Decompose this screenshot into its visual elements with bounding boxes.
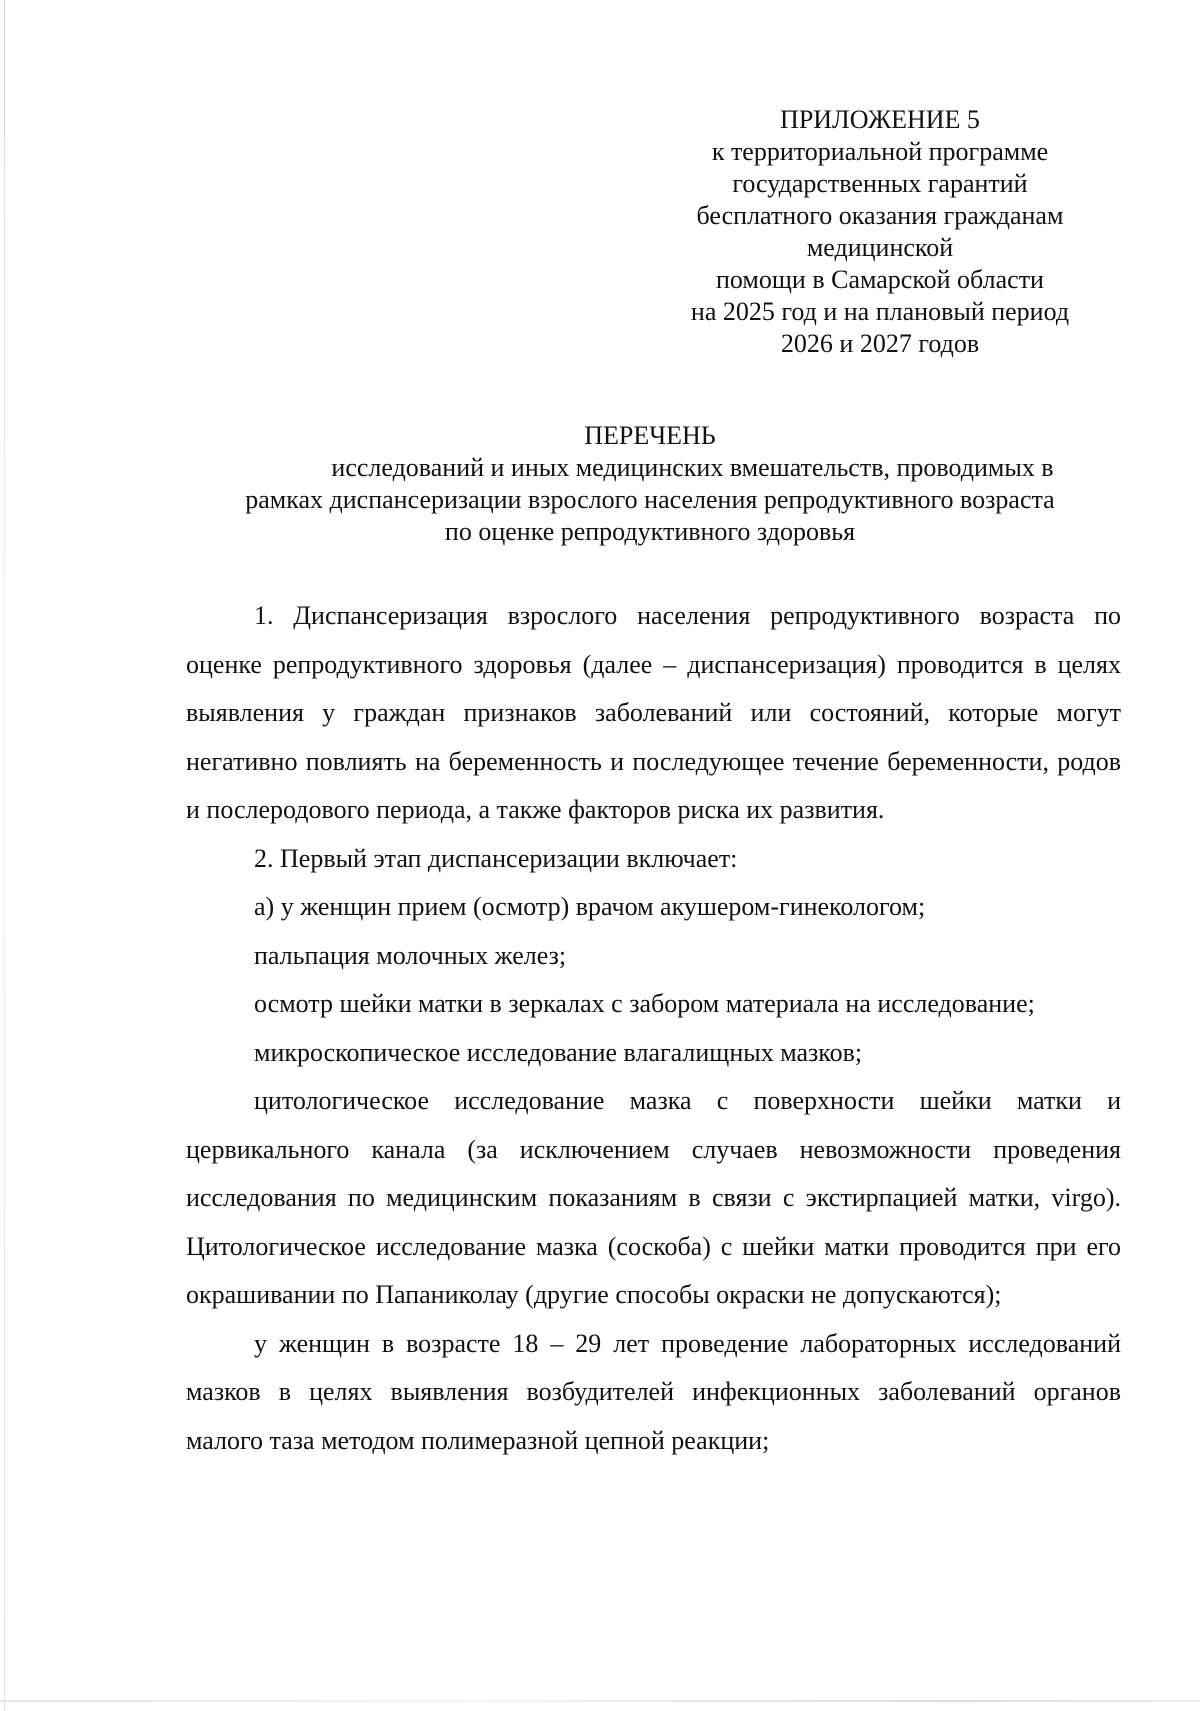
heading-line: по оценке репродуктивного здоровья [444,517,856,546]
appendix-line: на 2025 год и на плановый период [690,297,1070,326]
paragraph: у женщин в возрасте 18 – 29 лет проведение лабораторных исследований мазков в целях выявления возбудителей инфекционных заболеваний органов малого таза методом полимеразной цепной реакции; [186,1328,1121,1455]
appendix-title: ПРИЛОЖЕНИЕ 5 [780,105,980,134]
body-text [186,592,1121,1465]
appendix-line: государственных гарантий [732,169,1028,198]
appendix-block [640,104,1120,360]
paragraph: 2. Первый этап диспансеризации включает: [254,843,738,873]
appendix-line: бесплатного оказания гражданам [696,201,1064,230]
paragraph: осмотр шейки матки в зеркалах с забором материала на исследование; [254,989,1035,1018]
paragraph: цитологическое исследование мазка с поверхности шейки матки и цервикального канала (за исключением случаев невозможности проведения исследования по медицинским показаниям в связи с экстирпацией матки, virgo). Цитологическое исследование мазка (соскоба) с шейки матки проводится при его окрашивании по Папаниколау (другие способы окраски не допускаются); [186,1086,1121,1309]
heading-title: ПЕРЕЧЕНЬ [584,421,716,450]
appendix-line: к территориальной программе [711,137,1049,166]
appendix-line: медицинской [806,233,954,262]
scan-edge-bottom [0,1700,1200,1702]
paragraph: а) у женщин прием (осмотр) врачом акушером-гинекологом; [254,892,926,921]
scan-edge-left [4,0,5,1711]
paragraph: 1. Диспансеризация взрослого населения репродуктивного возраста по оценке репродуктивного здоровья (далее – диспансеризация) проводится в целях выявления у граждан признаков заболеваний или состояний, которые могут негативно повлиять на беременность и последующее течение беременности, родов и послеродового периода, а также факторов риска их развития. [186,601,1121,824]
list-heading [180,420,1120,548]
heading-line: исследований и иных медицинских вмешательств, проводимых в [331,453,1054,482]
paragraph: пальпация молочных желез; [254,940,567,970]
appendix-line: помощи в Самарской области [716,265,1044,294]
heading-line: рамках диспансеризации взрослого населения репродуктивного возраста [245,485,1055,514]
appendix-line: 2026 и 2027 годов [780,329,980,358]
paragraph: микроскопическое исследование влагалищных мазков; [254,1037,863,1067]
